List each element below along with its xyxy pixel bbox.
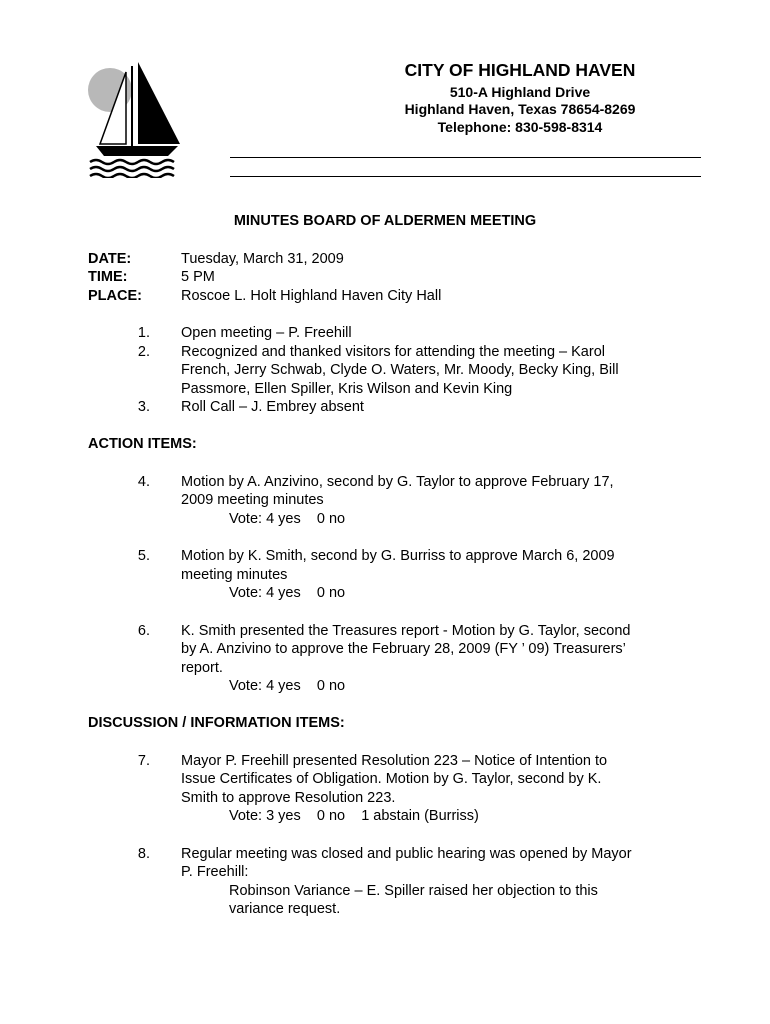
city-logo (86, 60, 184, 178)
item-text: French, Jerry Schwab, Clyde O. Waters, Mr. Moody, Becky King, Bill (181, 362, 619, 378)
item-text: Motion by A. Anzivino, second by G. Taylor to approve February 17, (181, 474, 614, 490)
item-number: 7. (137, 753, 150, 769)
document-title: MINUTES BOARD OF ALDERMEN MEETING (233, 213, 537, 229)
vote-result: Vote: 4 yes 0 no (229, 585, 346, 601)
vote-result: Vote: 3 yes 0 no 1 abstain (Burriss) (229, 808, 479, 824)
date-value: Tuesday, March 31, 2009 (181, 251, 344, 267)
discussion-items-heading: DISCUSSION / INFORMATION ITEMS: (88, 715, 345, 731)
time-label: TIME: (88, 269, 128, 285)
sub-item-text: variance request. (229, 901, 341, 917)
item-number: 1. (137, 325, 150, 341)
sailboat-logo-icon (86, 60, 184, 178)
place-value: Roscoe L. Holt Highland Haven City Hall (181, 288, 442, 304)
item-number: 6. (137, 623, 150, 639)
item-text: K. Smith presented the Treasures report - Motion by G. Taylor, second (181, 623, 631, 639)
time-value: 5 PM (181, 269, 215, 285)
vote-result: Vote: 4 yes 0 no (229, 678, 346, 694)
item-text: P. Freehill: (181, 864, 249, 880)
item-text: report. (181, 660, 223, 676)
item-text: Mayor P. Freehill presented Resolution 223 – Notice of Intention to (181, 753, 608, 769)
telephone: Telephone: 830-598-8314 (437, 119, 603, 135)
item-text: Passmore, Ellen Spiller, Kris Wilson and Kevin King (181, 381, 513, 397)
item-text: Regular meeting was closed and public hearing was opened by Mayor (181, 846, 632, 862)
item-number: 3. (137, 399, 150, 415)
header-rule-1 (230, 157, 701, 158)
item-number: 4. (137, 474, 150, 490)
item-text: Open meeting – P. Freehill (181, 325, 352, 341)
place-label: PLACE: (88, 288, 142, 304)
city-name: CITY OF HIGHLAND HAVEN (404, 60, 636, 80)
item-text: Smith to approve Resolution 223. (181, 790, 396, 806)
item-text: Issue Certificates of Obligation. Motion by G. Taylor, second by K. (181, 771, 602, 787)
vote-result: Vote: 4 yes 0 no (229, 511, 346, 527)
header-rule-2 (230, 176, 701, 177)
sub-item-text: Robinson Variance – E. Spiller raised her objection to this (229, 883, 598, 899)
item-number: 5. (137, 548, 150, 564)
item-text: meeting minutes (181, 567, 288, 583)
date-label: DATE: (88, 251, 132, 267)
address-line-1: 510-A Highland Drive (449, 84, 591, 100)
item-text: Recognized and thanked visitors for attending the meeting – Karol (181, 344, 605, 360)
item-text: by A. Anzivino to approve the February 28, 2009 (FY ’ 09) Treasurers’ (181, 641, 626, 657)
action-items-heading: ACTION ITEMS: (88, 436, 197, 452)
item-text: Roll Call – J. Embrey absent (181, 399, 364, 415)
item-text: Motion by K. Smith, second by G. Burriss to approve March 6, 2009 (181, 548, 615, 564)
address-line-2: Highland Haven, Texas 78654-8269 (404, 101, 636, 117)
item-number: 2. (137, 344, 150, 360)
item-number: 8. (137, 846, 150, 862)
item-text: 2009 meeting minutes (181, 492, 324, 508)
